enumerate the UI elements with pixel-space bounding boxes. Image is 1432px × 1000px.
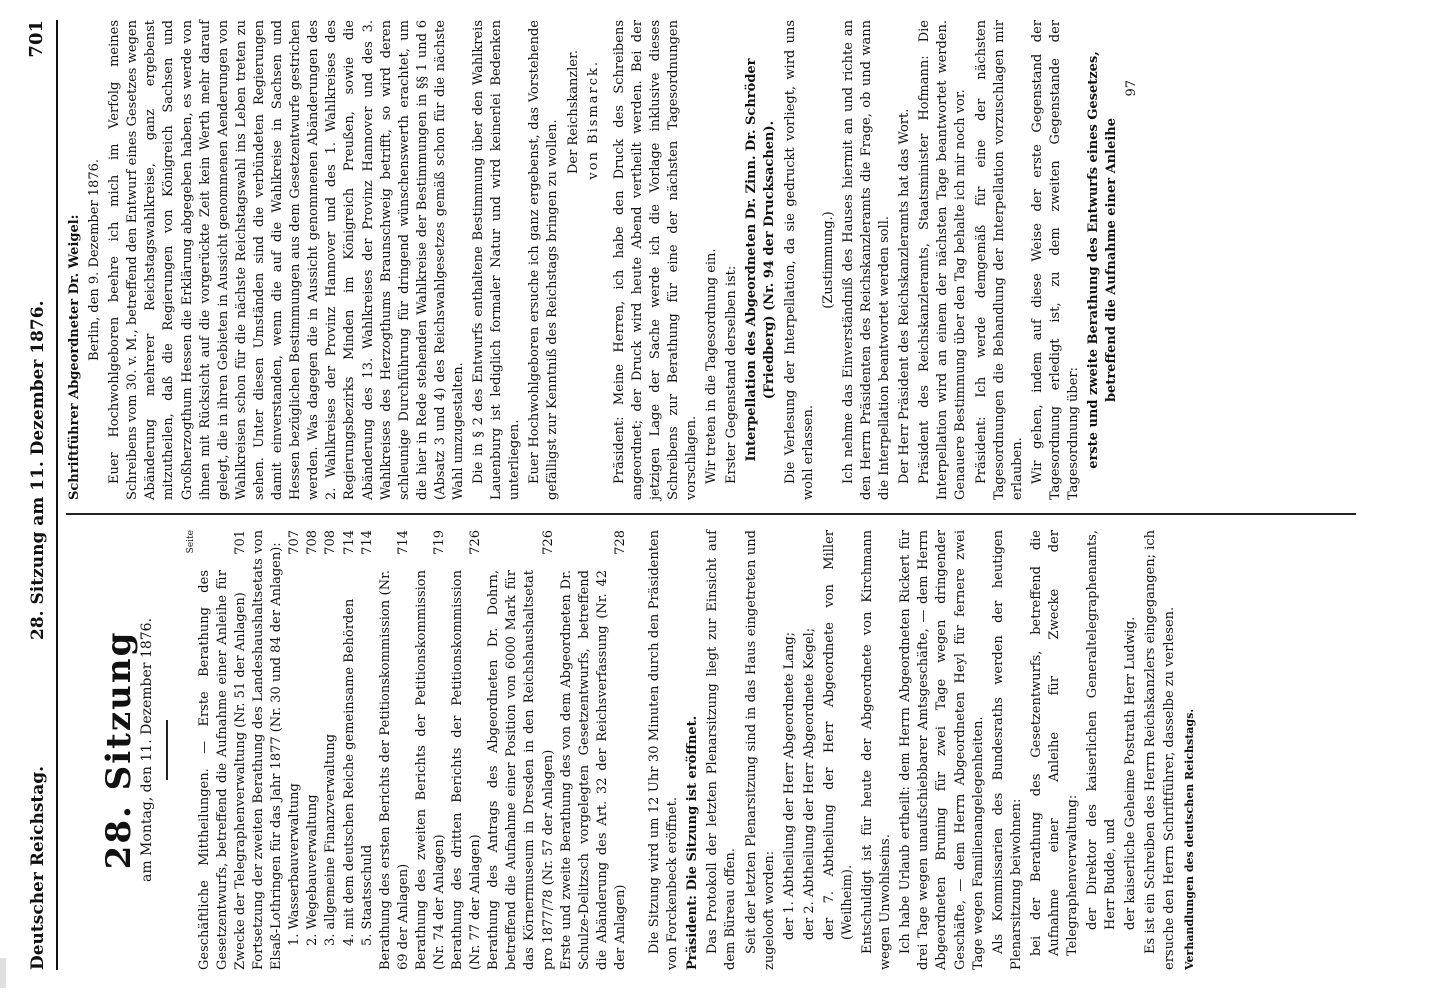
- toc-intro: [196, 530, 250, 970]
- title-rule: [166, 720, 168, 780]
- body-paragraph: Wir gehen, indem auf diese Weise der erste Gegenstand der Tagesordnung erledigt ist, zu dem zweiten Gegenstande der Tagesordnung über:: [1029, 20, 1081, 500]
- toc-intro-page: 701: [232, 530, 248, 555]
- toc-entry-text: Berathung des Antrags des Abgeordneten Dr. Dohrn, betreffend die Aufnahme einer Position von 6000 Mark für das Körnermuseum in Dresden in den Reichshaushaltsetat pro 1877/78 (Nr. 57 der Anlagen): [486, 570, 556, 970]
- toc-item-label: 4. mit dem deutschen Reiche gemeinsame Behörden: [341, 598, 357, 946]
- body-paragraph: Wir treten in die Tagesordnung ein.: [704, 248, 720, 484]
- sitzung-subtitle: am Montag, den 11. Dezember 1876.: [139, 617, 156, 883]
- body-paragraph: der Direktor des kaiserlichen Generaltelegraphenamts, Herr Budde, und: [1085, 530, 1119, 930]
- speaker-line: Schriftführer Abgeordneter Dr. Weigel:: [67, 214, 82, 500]
- toc-entry-text: Erste und zweite Berathung des von dem Abgeordneten Dr. Schulze-Delitzsch vorgelegten Gesetzentwurfs, betreffend die Abänderung des Art. 32 der Reichsverfassung (Nr. 42 der Anlagen): [558, 570, 628, 970]
- body-paragraph: (Zustimmung.): [820, 211, 836, 309]
- body-paragraph: bei der Berathung des Gesetzentwurfs, betreffend die Aufnahme einer Anleihe für Zwecke der Telegraphenverwaltung:: [1028, 530, 1081, 956]
- toc-item-label: 2. Wegebauverwaltung: [305, 794, 321, 946]
- body-paragraph: der 2. Abtheilung der Herr Abgeordnete Kegel;: [801, 627, 817, 940]
- signature-title: Der Reichskanzler.: [565, 50, 581, 175]
- body-paragraph: Präsident: Ich werde demgemäß für eine der nächsten Tagesordnungen die Behandlung der Interpellation vorzuschlagen mir erlauben.: [973, 20, 1025, 500]
- toc-cont: Fortsetzung der zweiten Berathung des Landeshaushaltsetats von Elsaß-Lothringen für das Jahr 1877 (Nr. 30 und 84 der Anlagen):: [251, 530, 285, 970]
- toc-entry: [449, 530, 485, 970]
- toc-item-page: 714: [359, 530, 375, 555]
- footer-note: Verhandlungen des deutschen Reichstags.: [1182, 708, 1196, 970]
- toc-item: [341, 530, 359, 946]
- body-paragraph: Präsident: Die Sitzung ist eröffnet.: [685, 715, 701, 970]
- toc-entry: [377, 530, 413, 970]
- body-paragraph: Der Herr Präsident des Reichskanzleramts hat das Wort.: [897, 108, 913, 484]
- body-paragraph: Es ist ein Schreiben des Herrn Reichskanzlers eingegangen; ich ersuche den Herrn Schriftführer, dasselbe zu verlesen.: [1143, 530, 1177, 970]
- toc-entry: [558, 530, 630, 970]
- toc-item: [286, 530, 304, 946]
- toc-entry-page: 728: [612, 530, 628, 555]
- scan-edge-mark: [0, 958, 6, 988]
- body-paragraph: Präsident des Reichskanzleramts, Staatsminister Hofmann: Die Interpellation wird an einem der nächsten Tage beantwortet werden. Genauere Bestimmung über den Tag behalte ich mir noch vor.: [917, 20, 969, 500]
- left-column: [66, 530, 1201, 970]
- toc-entry: [413, 530, 449, 970]
- toc-item: [359, 530, 377, 946]
- signature-name: von Bismarck.: [585, 60, 601, 180]
- body-paragraph: Ich nehme das Einverständniß des Hauses hiermit an und richte an den Herrn Präsidenten des Reichskanzleramts die Frage, ob und wann die Interpellation beantwortet werden soll.: [840, 20, 893, 500]
- body-paragraph: der kaiserliche Geheime Postrath Herr Ludwig.: [1123, 616, 1139, 930]
- agenda-item: erste und zweite Berathung des Entwurfs eines Gesetzes, betreffend die Aufnahme einer Anleihe: [1086, 51, 1120, 469]
- digitization-note: [1416, 30, 1430, 970]
- body-paragraph: Euer Hochwohlgeboren beehre ich mich im Verfolg meines Schreibens vom 30. v. M., betreffend den Entwurf eines Gesetzes wegen Abänderung mehrerer Reichstagswahlkreise, ganz ergebenst mitzutheilen, daß die Regierungen von Königreich Sachsen und Großherzogthum Hessen die Erklärung abgegeben haben, es werde von ihnen mit Rücksicht auf die vorgerückte Zeit kein Werth mehr darauf gelegt, die in ihren Gebieten in Aussicht genommenen Aenderungen von Wahlkreisen schon für die nächste Reichstagswahl ins Leben treten zu sehen. Unter diesen Umständen sind die verbündeten Regierungen damit einverstanden, wenn die auf die Wahlkreise in Sachsen und Hessen bezüglichen Bestimmungen aus dem Gesetzentwurfe gestrichen werden. Was dagegen die in Aussicht genommenen Abänderungen des 2. Wahlkreises der Provinz Hannover und des 1. Wahlkreises des Regierungsbezirks Minden im Königreich Preußen, sowie die Abänderung des 13. Wahlkreises der Provinz Hannover und des 3. Wahlkreises des Herzogthums Braunschweig betrifft, so wird deren schleunige Durchführung für dringend wünschenswerth erachtet, um die hier in Rede stehenden Wahlkreise der Bestimmungen in §§ 1 und 6 (Absatz 3 und 4) des Reichswahlgesetzes gemäß schon für die nächste Wahl umzugestalten.: [107, 20, 466, 500]
- body-paragraph: Die in § 2 des Entwurfs enthaltene Bestimmung über den Wahlkreis Lauenburg ist lediglich formaler Natur und wird keinerlei Bedenken unterliegen.: [471, 20, 523, 500]
- column-divider: [66, 514, 1356, 516]
- toc-entry-page: 726: [540, 530, 556, 555]
- toc-intro-text: Geschäftliche Mittheilungen. — Erste Berathung des Gesetzentwurfs, betreffend die Aufnahme einer Anleihe für Zwecke der Telegraphenverwaltung (Nr. 51 der Anlagen): [196, 570, 248, 970]
- toc-item-page: 708: [323, 530, 339, 555]
- toc-item-page: 708: [305, 530, 321, 555]
- signature-mark: 97: [1124, 80, 1140, 97]
- header-center: 28. Sitzung am 11. Dezember 1876.: [28, 300, 48, 640]
- body-paragraph: Die Sitzung wird um 12 Uhr 30 Minuten durch den Präsidenten von Forckenbeck eröffnet.: [647, 530, 681, 970]
- toc-entry-page: 726: [468, 530, 484, 555]
- toc-item-label: 1. Wasserbauverwaltung: [287, 783, 303, 946]
- toc-entry-page: 719: [432, 530, 447, 555]
- body-paragraph: Als Kommissarien des Bundesraths werden der heutigen Plenarsitzung beiwohnen:: [990, 530, 1024, 970]
- toc-seite-label: Seite: [185, 530, 196, 554]
- header-left: Deutscher Reichstag.: [28, 765, 48, 970]
- toc-entry-text: Berathung des ersten Berichts der Petitionskommission (Nr. 69 der Anlagen): [377, 570, 411, 970]
- toc-entry-text: Berathung des zweiten Berichts der Petitionskommission (Nr. 74 der Anlagen): [413, 570, 447, 970]
- toc-entry: [485, 530, 557, 970]
- body-paragraph: Euer Hochwohlgeboren ersuche ich ganz ergebenst, das Vorstehende gefälligst zur Kenntniß des Reichstags bringen zu wollen.: [527, 20, 561, 500]
- body-paragraph: Ich habe Urlaub ertheilt: dem Herrn Abgeordneten Rickert für drei Tage wegen unaufschiebbarer Amtsgeschäfte, — dem Herrn Abgeordneten Bruning für zwei Tage wegen dringender Geschäfte, — dem Herrn Abgeordneten Heyl für fernere zwei Tage wegen Familienangelegenheiten.: [898, 530, 986, 970]
- body-paragraph: Erster Gegenstand derselben ist:: [724, 265, 740, 484]
- body-paragraph: Die Verlesung der Interpellation, da sie gedruckt vorliegt, wird uns wohl erlassen.: [782, 20, 816, 500]
- body-paragraph: Das Protokoll der letzten Plenarsitzung liegt zur Einsicht auf dem Büreau offen.: [705, 530, 739, 970]
- toc-item-label: 3. allgemeine Finanzverwaltung: [323, 733, 339, 946]
- body-paragraph: Seit der letzten Plenarsitzung sind in das Haus eingetreten und zugelooft worden:: [743, 530, 777, 970]
- toc-items: [286, 530, 376, 970]
- body-paragraph: Präsident: Meine Herren, ich habe den Druck des Schreibens angeordnet; der Druck wird heute Abend vertheilt werden. Bei der jetzigen Lage der Sache werde ich die Vorlage inklusive dieses Schreibens zur Berathung für eine der nächsten Tagesordnungen vorschlagen.: [611, 20, 700, 500]
- body-paragraph: Entschuldigt ist für heute der Abgeordnete von Kirchmann wegen Unwohlseins.: [860, 530, 894, 970]
- body-paragraph: der 7. Abtheilung der Herr Abgeordnete von Miller (Weilheim).: [821, 530, 855, 940]
- toc-entry-text: Berathung des dritten Berichts der Petitionskommission (Nr. 77 der Anlagen): [450, 570, 484, 970]
- sitzung-title: 28. Sitzung: [99, 630, 139, 870]
- toc-item: [304, 530, 322, 946]
- toc-item-page: 714: [341, 530, 357, 555]
- toc-item-label: 5. Staatsschuld: [359, 844, 375, 946]
- body-paragraph: der 1. Abtheilung der Herr Abgeordnete Lang;: [781, 631, 797, 940]
- page-header: [22, 20, 58, 970]
- letter-date: Berlin, den 9. Dezember 1876.: [87, 158, 103, 362]
- toc-item: [322, 530, 340, 946]
- header-page-number: 701: [26, 20, 47, 58]
- toc-entry-page: 714: [395, 530, 411, 555]
- agenda-item: Interpellation des Abgeordneten Dr. Zinn. Dr. Schröder (Friedberg) (Nr. 94 der Drucksachen).: [744, 58, 778, 462]
- right-column: [66, 20, 1143, 500]
- toc-item-page: 707: [287, 530, 303, 555]
